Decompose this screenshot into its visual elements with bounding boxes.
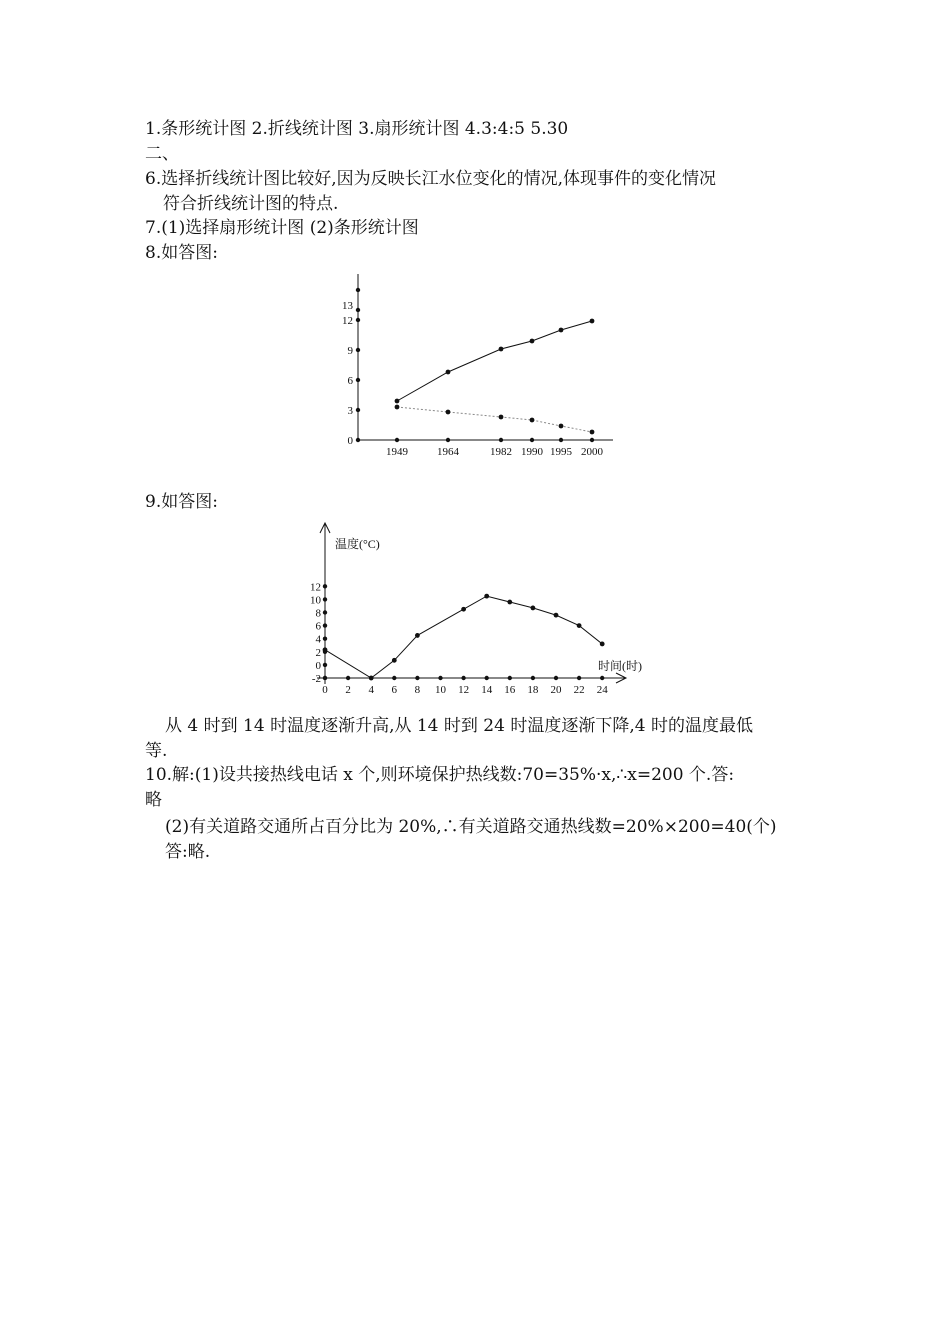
- q8: 8.如答图:: [145, 243, 218, 263]
- temperature-point: [323, 647, 328, 652]
- chart-q8: [330, 270, 630, 470]
- x-tick-label: 4: [368, 684, 374, 696]
- y-tick-dot: [323, 610, 327, 614]
- x-tick-label: 1990: [521, 446, 543, 458]
- y-tick-dot: [356, 318, 360, 322]
- x-tick-dot: [415, 676, 419, 680]
- x-tick-dot: [323, 676, 327, 680]
- data-point-upper: [559, 328, 564, 333]
- y-tick-dot: [356, 408, 360, 412]
- y-tick-label: 9: [347, 345, 353, 357]
- data-point-lower: [530, 418, 535, 423]
- series-line-upper: [397, 321, 592, 401]
- x-tick-dot: [395, 438, 399, 442]
- section-two-heading: 二、: [145, 144, 179, 164]
- q9-desc-line2: 等.: [145, 741, 168, 761]
- y-tick-label: 2: [315, 646, 321, 659]
- x-tick-label: 2000: [581, 446, 603, 458]
- x-tick-label: 14: [481, 684, 493, 696]
- y-tick-dot: [323, 663, 327, 667]
- x-tick-label: 8: [414, 684, 421, 696]
- q10-line2: 略: [145, 790, 162, 810]
- y-axis-title: 温度(°C): [335, 537, 380, 551]
- y-tick-label: 6: [315, 620, 321, 633]
- temperature-point: [507, 600, 512, 605]
- x-tick-dot: [446, 438, 450, 442]
- q10-line3: (2)有关道路交通所占百分比为 20%,∴有关道路交通热线数=20%×200=40(个): [165, 817, 777, 837]
- x-tick-dot: [559, 438, 563, 442]
- y-tick-label: 13: [342, 300, 353, 312]
- y-tick-label: 6: [347, 375, 353, 387]
- answers-part1: 1.条形统计图 2.折线统计图 3.扇形统计图 4.3:4:5 5.30: [145, 119, 569, 139]
- temperature-point: [369, 676, 374, 681]
- x-tick-dot: [346, 676, 350, 680]
- x-tick-label: 1949: [386, 446, 408, 458]
- data-point-upper: [590, 319, 595, 324]
- y-tick-dot: [323, 597, 327, 601]
- y-tick-label: 0: [315, 659, 321, 672]
- x-tick-label: 1982: [490, 446, 512, 458]
- data-point-lower: [559, 424, 564, 429]
- x-tick-dot: [508, 676, 512, 680]
- x-tick-label: 2: [345, 684, 351, 696]
- x-tick-dot: [531, 676, 535, 680]
- x-tick-dot: [554, 676, 558, 680]
- q6-line1: 6.选择折线统计图比较好,因为反映长江水位变化的情况,体现事件的变化情况: [145, 169, 717, 189]
- q9-desc-line1: 从 4 时到 14 时温度逐渐升高,从 14 时到 24 时温度逐渐下降,4 时的温度最低: [165, 716, 753, 736]
- x-tick-dot: [530, 438, 534, 442]
- data-point-lower: [499, 415, 504, 420]
- temperature-point: [484, 594, 489, 599]
- temperature-point: [531, 606, 536, 611]
- y-tick-label: 12: [310, 581, 321, 594]
- y-tick-dot: [356, 308, 360, 312]
- y-tick-label: 4: [315, 633, 321, 646]
- x-axis-title: 时间(时): [598, 659, 642, 673]
- x-tick-label: 20: [550, 684, 562, 696]
- q10-line1: 10.解:(1)设共接热线电话 x 个,则环境保护热线数:70=35%·x,∴x=200 个.答:: [145, 765, 735, 785]
- x-tick-dot: [392, 676, 396, 680]
- x-tick-label: 6: [391, 684, 398, 696]
- y-tick-label: -2: [311, 673, 321, 685]
- x-tick-label: 16: [504, 684, 516, 696]
- x-tick-dot: [590, 438, 594, 442]
- y-tick-label: 3: [347, 405, 353, 417]
- temperature-point: [554, 613, 559, 618]
- x-tick-label: 18: [527, 684, 539, 696]
- series-line-lower: [397, 407, 592, 432]
- x-tick-dot: [577, 676, 581, 680]
- y-tick-dot: [356, 438, 360, 442]
- y-tick-dot: [356, 378, 360, 382]
- x-tick-label: 24: [596, 684, 608, 696]
- y-tick-label: 12: [342, 315, 353, 327]
- y-tick-dot: [323, 637, 327, 641]
- x-tick-dot: [438, 676, 442, 680]
- temperature-point: [577, 623, 582, 628]
- y-tick-dot: [323, 584, 327, 588]
- data-point-lower: [395, 405, 400, 410]
- x-tick-dot: [485, 676, 489, 680]
- x-tick-label: 0: [322, 684, 328, 696]
- x-tick-label: 1995: [550, 446, 572, 458]
- q9: 9.如答图:: [145, 492, 218, 512]
- chart-q9-temperature: [300, 518, 640, 698]
- temperature-point: [415, 633, 420, 638]
- q6-line2: 符合折线统计图的特点.: [163, 194, 339, 214]
- x-tick-dot: [600, 676, 604, 680]
- x-tick-label: 22: [573, 684, 585, 696]
- y-tick-label: 10: [310, 594, 321, 607]
- data-point-upper: [499, 347, 504, 352]
- x-tick-label: 1964: [437, 446, 459, 458]
- data-point-upper: [530, 339, 535, 344]
- y-tick-label: 8: [315, 607, 321, 620]
- y-tick-dot: [323, 623, 327, 627]
- temperature-point: [461, 607, 466, 612]
- data-point-lower: [590, 430, 595, 435]
- x-tick-label: 12: [458, 684, 470, 696]
- x-tick-dot: [499, 438, 503, 442]
- y-tick-label: 0: [347, 435, 353, 447]
- y-tick-dot: [356, 348, 360, 352]
- x-tick-dot: [461, 676, 465, 680]
- data-point-upper: [395, 399, 400, 404]
- data-point-lower: [446, 410, 451, 415]
- q7: 7.(1)选择扇形统计图 (2)条形统计图: [145, 218, 419, 238]
- temperature-point: [392, 658, 397, 663]
- y-axis-top-dot: [356, 288, 360, 292]
- data-point-upper: [446, 370, 451, 375]
- q10-line4: 答:略.: [165, 842, 211, 862]
- temperature-point: [600, 642, 605, 647]
- x-tick-label: 10: [435, 684, 446, 696]
